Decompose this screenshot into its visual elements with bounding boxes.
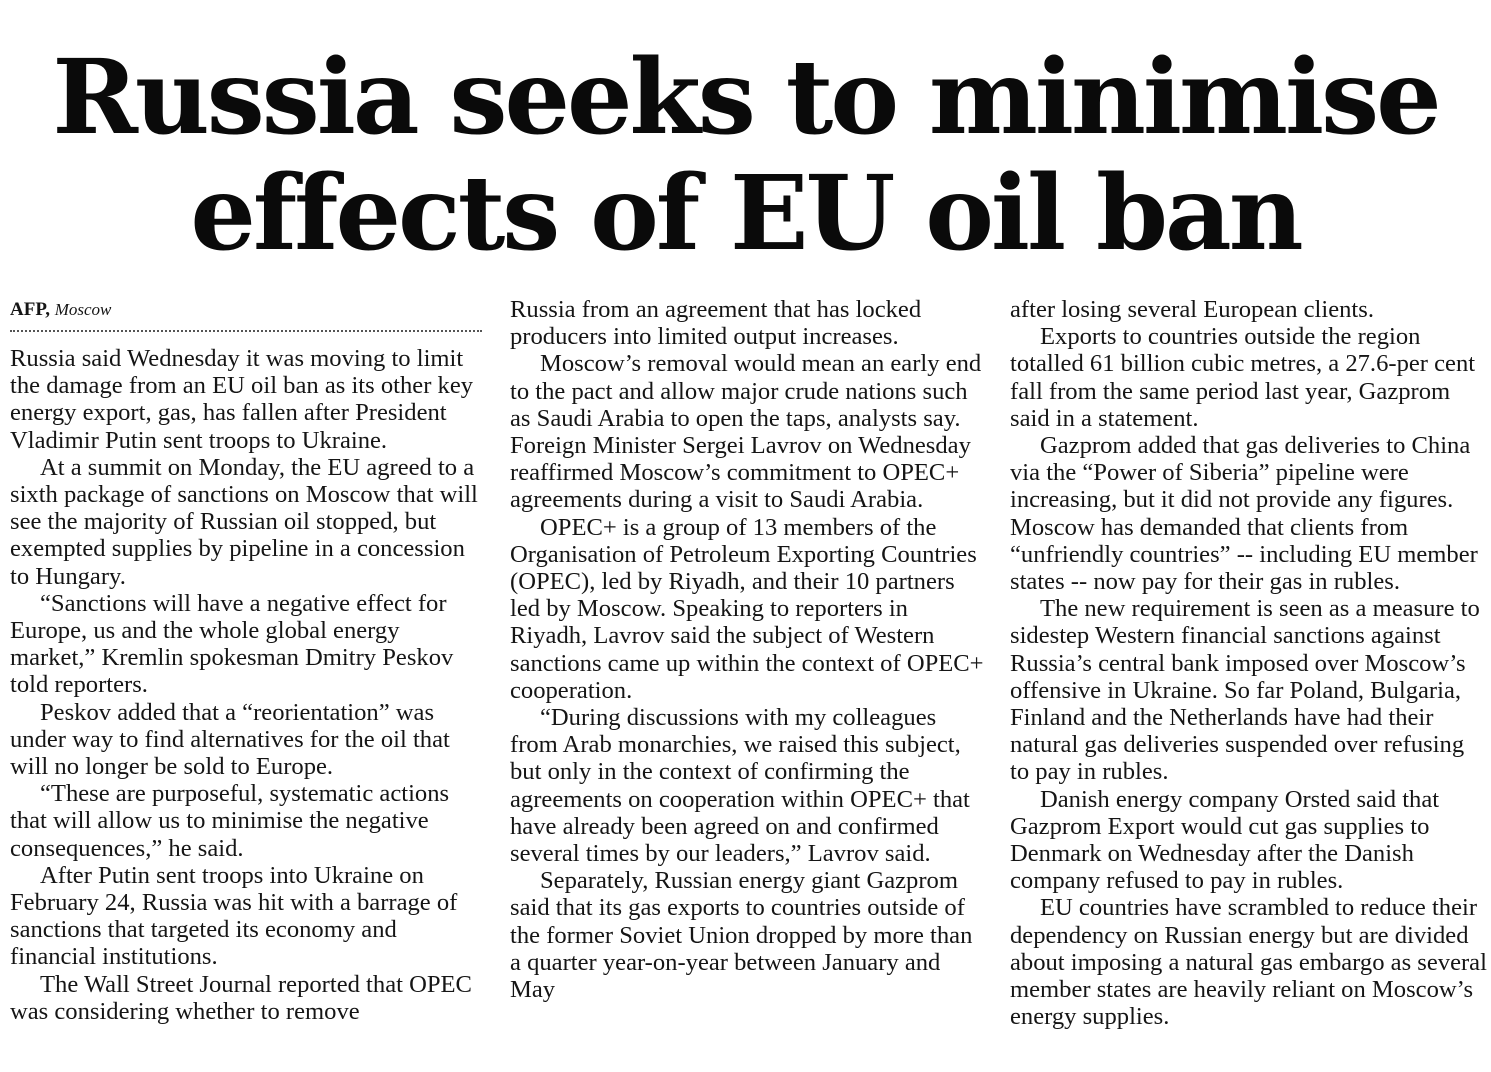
headline-line-1: Russia seeks to minimise <box>52 37 1439 158</box>
paragraph: The new requirement is seen as a measure to sidestep Western financial sanctions against Russia’s central bank imposed over Moscow’s offensive in Ukraine. So far Poland, Bulgaria, Finland and the Netherlands have had their natural gas deliveries suspended over refusing to pay in rubles. <box>1010 595 1480 786</box>
paragraph: Peskov added that a “reorientation” was under way to find alternatives for the oil that will no longer be sold to Europe. <box>10 698 450 781</box>
paragraph: The Wall Street Journal reported that OPEC was considering whether to remove <box>10 970 472 1025</box>
paragraph: “These are purposeful, systematic actions that will allow us to minimise the negative consequences,” he said. <box>10 780 450 862</box>
paragraph: EU countries have scrambled to reduce their dependency on Russian energy but are divided about imposing a natural gas embargo as several member states are heavily reliant on Moscow’s energy supplies. <box>1010 894 1487 1031</box>
paragraph: At a summit on Monday, the EU agreed to a sixth package of sanctions on Moscow that will see the majority of Russian oil stopped, but exempted supplies by pipeline in a concession to Hungary. <box>10 453 478 590</box>
article-column-3 <box>1010 296 1488 1030</box>
byline-divider <box>10 330 482 332</box>
paragraph: Exports to countries outside the region totalled 61 billion cubic metres, a 27.6-per cent fall from the same period last year, Gazprom said in a statement. <box>1010 323 1476 432</box>
paragraph: After Putin sent troops into Ukraine on February 24, Russia was hit with a barrage of sanctions that targeted its economy and financial institutions. <box>10 861 458 971</box>
paragraph: Russia said Wednesday it was moving to limit the damage from an EU oil ban as its other key energy export, gas, has fallen after President Vladimir Putin sent troops to Ukraine. <box>10 345 474 454</box>
paragraph: Separately, Russian energy giant Gazprom said that its gas exports to countries outside of the former Soviet Union dropped by more than a quarter year-on-year between January and May <box>510 867 973 1004</box>
headline-line-2: effects of EU oil ban <box>190 153 1301 274</box>
article-column-1 <box>10 296 488 1025</box>
paragraph: after losing several European clients. <box>1010 296 1374 323</box>
paragraph: OPEC+ is a group of 13 members of the Organisation of Petroleum Exporting Countries (OPEC), led by Riyadh, and their 10 partners led by Moscow. Speaking to reporters in Riyadh, Lavrov said the subject of Western sanctions came up within the context of OPEC+ cooperation. <box>510 513 984 704</box>
byline-place: Moscow <box>54 300 112 319</box>
paragraph: “Sanctions will have a negative effect for Europe, us and the whole global energy market,” Kremlin spokesman Dmitry Peskov told reporters. <box>10 589 454 699</box>
paragraph: “During discussions with my colleagues from Arab monarchies, we raised this subject, but only in the context of confirming the agreements on cooperation within OPEC+ that have already been agreed on and confirmed several times by our leaders,” Lavrov said. <box>510 704 970 868</box>
paragraph: Gazprom added that gas deliveries to China via the “Power of Siberia” pipeline were increasing, but it did not provide any figures. Moscow has demanded that clients from “unfriendly countries” -- including EU member states -- now pay for their gas in rubles. <box>1010 432 1478 596</box>
paragraph: Moscow’s removal would mean an early end to the pact and allow major crude nations such as Saudi Arabia to open the taps, analysts say. Foreign Minister Sergei Lavrov on Wednesday reaffirmed Moscow’s commitment to OPEC+ agreements during a visit to Saudi Arabia. <box>510 350 982 514</box>
byline-agency: AFP, <box>10 299 50 320</box>
paragraph: Russia from an agreement that has locked producers into limited output increases. <box>510 296 922 351</box>
byline <box>10 296 488 323</box>
paragraph: Danish energy company Orsted said that Gazprom Export would cut gas supplies to Denmark on Wednesday after the Danish company refused to pay in rubles. <box>1010 785 1440 895</box>
headline <box>0 37 1491 274</box>
article-column-2 <box>510 296 988 1003</box>
